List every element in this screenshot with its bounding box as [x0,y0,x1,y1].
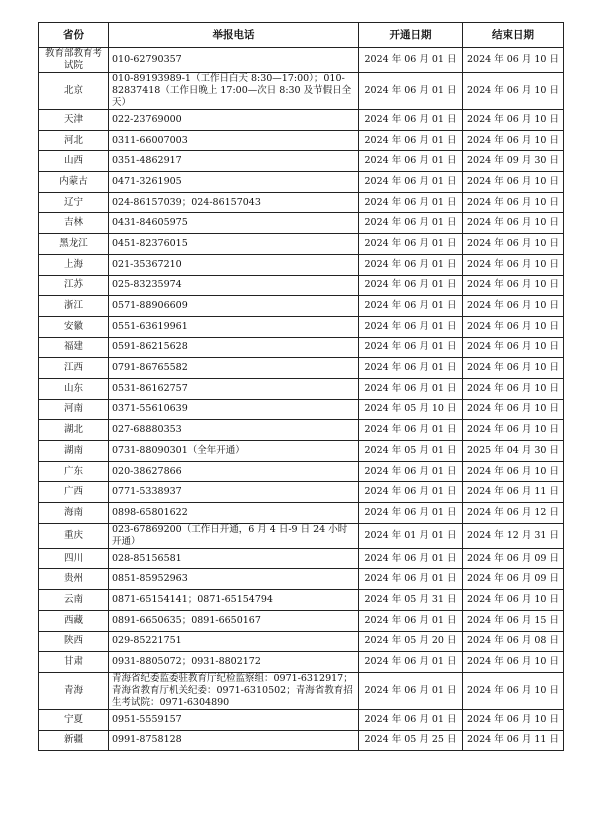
table-body [39,48,564,751]
table-row [39,399,564,420]
table-row [39,316,564,337]
table-row [39,337,564,358]
phone-cell: 027-68880353 [109,420,359,441]
phone-cell: 024-86157039；024-86157043 [109,192,359,213]
province-cell: 吉林 [39,213,109,234]
phone-cell: 010-62790357 [109,48,359,73]
start-date-cell: 2024 年 06 月 01 日 [359,254,463,275]
end-date-cell: 2024 年 06 月 10 日 [463,275,564,296]
start-date-cell: 2024 年 05 月 01 日 [359,441,463,462]
end-date-cell: 2024 年 06 月 15 日 [463,610,564,631]
province-cell: 海南 [39,503,109,524]
province-cell: 重庆 [39,523,109,548]
province-cell: 陕西 [39,631,109,652]
province-cell: 贵州 [39,569,109,590]
end-date-cell: 2024 年 06 月 10 日 [463,213,564,234]
phone-cell: 0871-65154141；0871-65154794 [109,590,359,611]
table-row [39,172,564,193]
table-row [39,254,564,275]
end-date-cell: 2024 年 06 月 09 日 [463,548,564,569]
phone-cell: 023-67869200（工作日开通，6 月 4 日-9 日 24 小时开通） [109,523,359,548]
phone-cell: 029-85221751 [109,631,359,652]
province-cell: 甘肃 [39,652,109,673]
end-date-cell: 2024 年 06 月 10 日 [463,709,564,730]
table-row [39,730,564,751]
start-date-cell: 2024 年 06 月 01 日 [359,110,463,131]
phone-cell: 020-38627866 [109,461,359,482]
table-row [39,672,564,709]
end-date-cell: 2024 年 06 月 10 日 [463,296,564,317]
start-date-cell: 2024 年 06 月 01 日 [359,48,463,73]
table-header-row [39,23,564,48]
province-cell: 福建 [39,337,109,358]
header-end-date: 结束日期 [463,23,564,48]
table-row [39,73,564,110]
start-date-cell: 2024 年 06 月 01 日 [359,548,463,569]
end-date-cell: 2024 年 06 月 10 日 [463,420,564,441]
document-page [38,22,563,751]
province-cell: 西藏 [39,610,109,631]
start-date-cell: 2024 年 06 月 01 日 [359,420,463,441]
phone-cell: 0551-63619961 [109,316,359,337]
start-date-cell: 2024 年 06 月 01 日 [359,610,463,631]
phone-cell: 021-35367210 [109,254,359,275]
table-row [39,610,564,631]
end-date-cell: 2024 年 06 月 09 日 [463,569,564,590]
end-date-cell: 2024 年 06 月 10 日 [463,192,564,213]
start-date-cell: 2024 年 06 月 01 日 [359,316,463,337]
start-date-cell: 2024 年 05 月 25 日 [359,730,463,751]
table-row [39,461,564,482]
table-row [39,213,564,234]
end-date-cell: 2024 年 06 月 10 日 [463,48,564,73]
table-row [39,523,564,548]
phone-cell: 0531-86162757 [109,378,359,399]
table-row [39,652,564,673]
header-province: 省份 [39,23,109,48]
end-date-cell: 2024 年 06 月 10 日 [463,172,564,193]
table-row [39,569,564,590]
end-date-cell: 2024 年 06 月 10 日 [463,110,564,131]
phone-cell: 0371-55610639 [109,399,359,420]
phone-cell: 0471-3261905 [109,172,359,193]
province-cell: 黑龙江 [39,234,109,255]
table-row [39,192,564,213]
end-date-cell: 2024 年 06 月 10 日 [463,652,564,673]
header-start-date: 开通日期 [359,23,463,48]
start-date-cell: 2024 年 06 月 01 日 [359,709,463,730]
phone-cell: 青海省纪委监委驻教育厅纪检监察组：0971-6312917；青海省教育厅机关纪委：0971-6310502；青海省教育招生考试院：0971-6304890 [109,672,359,709]
end-date-cell: 2024 年 06 月 10 日 [463,399,564,420]
phone-cell: 0851-85952963 [109,569,359,590]
province-cell: 青海 [39,672,109,709]
start-date-cell: 2024 年 06 月 01 日 [359,213,463,234]
phone-cell: 0351-4862917 [109,151,359,172]
table-row [39,503,564,524]
start-date-cell: 2024 年 06 月 01 日 [359,234,463,255]
start-date-cell: 2024 年 06 月 01 日 [359,172,463,193]
end-date-cell: 2024 年 06 月 10 日 [463,590,564,611]
start-date-cell: 2024 年 06 月 01 日 [359,151,463,172]
phone-cell: 0891-6650635；0891-6650167 [109,610,359,631]
end-date-cell: 2024 年 06 月 11 日 [463,482,564,503]
table-row [39,441,564,462]
province-cell: 四川 [39,548,109,569]
end-date-cell: 2024 年 06 月 10 日 [463,378,564,399]
end-date-cell: 2024 年 12 月 31 日 [463,523,564,548]
province-cell: 广西 [39,482,109,503]
header-phone: 举报电话 [109,23,359,48]
start-date-cell: 2024 年 06 月 01 日 [359,378,463,399]
start-date-cell: 2024 年 06 月 01 日 [359,296,463,317]
start-date-cell: 2024 年 06 月 01 日 [359,358,463,379]
phone-cell: 010-89193989-1（工作日白天 8:30—17:00）；010-82837418（工作日晚上 17:00—次日 8:30 及节假日全天） [109,73,359,110]
phone-cell: 0431-84605975 [109,213,359,234]
start-date-cell: 2024 年 05 月 31 日 [359,590,463,611]
end-date-cell: 2024 年 06 月 08 日 [463,631,564,652]
phone-cell: 0931-8805072；0931-8802172 [109,652,359,673]
phone-cell: 0791-86765582 [109,358,359,379]
start-date-cell: 2024 年 06 月 01 日 [359,461,463,482]
start-date-cell: 2024 年 05 月 20 日 [359,631,463,652]
start-date-cell: 2024 年 05 月 10 日 [359,399,463,420]
start-date-cell: 2024 年 06 月 01 日 [359,337,463,358]
province-cell: 教育部教育考试院 [39,48,109,73]
table-row [39,110,564,131]
phone-cell: 0898-65801622 [109,503,359,524]
province-cell: 辽宁 [39,192,109,213]
province-cell: 浙江 [39,296,109,317]
table-row [39,548,564,569]
table-row [39,296,564,317]
province-cell: 湖北 [39,420,109,441]
province-cell: 广东 [39,461,109,482]
phone-cell: 0771-5338937 [109,482,359,503]
table-row [39,151,564,172]
end-date-cell: 2024 年 06 月 10 日 [463,73,564,110]
end-date-cell: 2024 年 06 月 10 日 [463,130,564,151]
table-row [39,378,564,399]
hotline-table [38,22,564,751]
province-cell: 安徽 [39,316,109,337]
end-date-cell: 2024 年 06 月 10 日 [463,234,564,255]
table-row [39,709,564,730]
table-row [39,590,564,611]
table-row [39,358,564,379]
province-cell: 山东 [39,378,109,399]
end-date-cell: 2024 年 06 月 12 日 [463,503,564,524]
province-cell: 天津 [39,110,109,131]
table-row [39,631,564,652]
start-date-cell: 2024 年 06 月 01 日 [359,482,463,503]
phone-cell: 0571-88906609 [109,296,359,317]
province-cell: 山西 [39,151,109,172]
start-date-cell: 2024 年 06 月 01 日 [359,73,463,110]
table-row [39,130,564,151]
end-date-cell: 2024 年 06 月 10 日 [463,254,564,275]
province-cell: 北京 [39,73,109,110]
phone-cell: 028-85156581 [109,548,359,569]
table-row [39,234,564,255]
end-date-cell: 2025 年 04 月 30 日 [463,441,564,462]
phone-cell: 0991-8758128 [109,730,359,751]
end-date-cell: 2024 年 06 月 10 日 [463,672,564,709]
province-cell: 宁夏 [39,709,109,730]
start-date-cell: 2024 年 06 月 01 日 [359,652,463,673]
province-cell: 河南 [39,399,109,420]
table-row [39,48,564,73]
phone-cell: 0311-66007003 [109,130,359,151]
phone-cell: 025-83235974 [109,275,359,296]
province-cell: 云南 [39,590,109,611]
province-cell: 上海 [39,254,109,275]
end-date-cell: 2024 年 06 月 11 日 [463,730,564,751]
start-date-cell: 2024 年 01 月 01 日 [359,523,463,548]
start-date-cell: 2024 年 06 月 01 日 [359,569,463,590]
start-date-cell: 2024 年 06 月 01 日 [359,275,463,296]
phone-cell: 0591-86215628 [109,337,359,358]
phone-cell: 0451-82376015 [109,234,359,255]
end-date-cell: 2024 年 06 月 10 日 [463,461,564,482]
province-cell: 江苏 [39,275,109,296]
start-date-cell: 2024 年 06 月 01 日 [359,192,463,213]
phone-cell: 0951-5559157 [109,709,359,730]
end-date-cell: 2024 年 09 月 30 日 [463,151,564,172]
end-date-cell: 2024 年 06 月 10 日 [463,337,564,358]
phone-cell: 022-23769000 [109,110,359,131]
phone-cell: 0731-88090301（全年开通） [109,441,359,462]
end-date-cell: 2024 年 06 月 10 日 [463,316,564,337]
start-date-cell: 2024 年 06 月 01 日 [359,503,463,524]
start-date-cell: 2024 年 06 月 01 日 [359,130,463,151]
province-cell: 河北 [39,130,109,151]
province-cell: 内蒙古 [39,172,109,193]
start-date-cell: 2024 年 06 月 01 日 [359,672,463,709]
table-row [39,275,564,296]
province-cell: 新疆 [39,730,109,751]
table-row [39,420,564,441]
end-date-cell: 2024 年 06 月 10 日 [463,358,564,379]
table-row [39,482,564,503]
province-cell: 湖南 [39,441,109,462]
province-cell: 江西 [39,358,109,379]
